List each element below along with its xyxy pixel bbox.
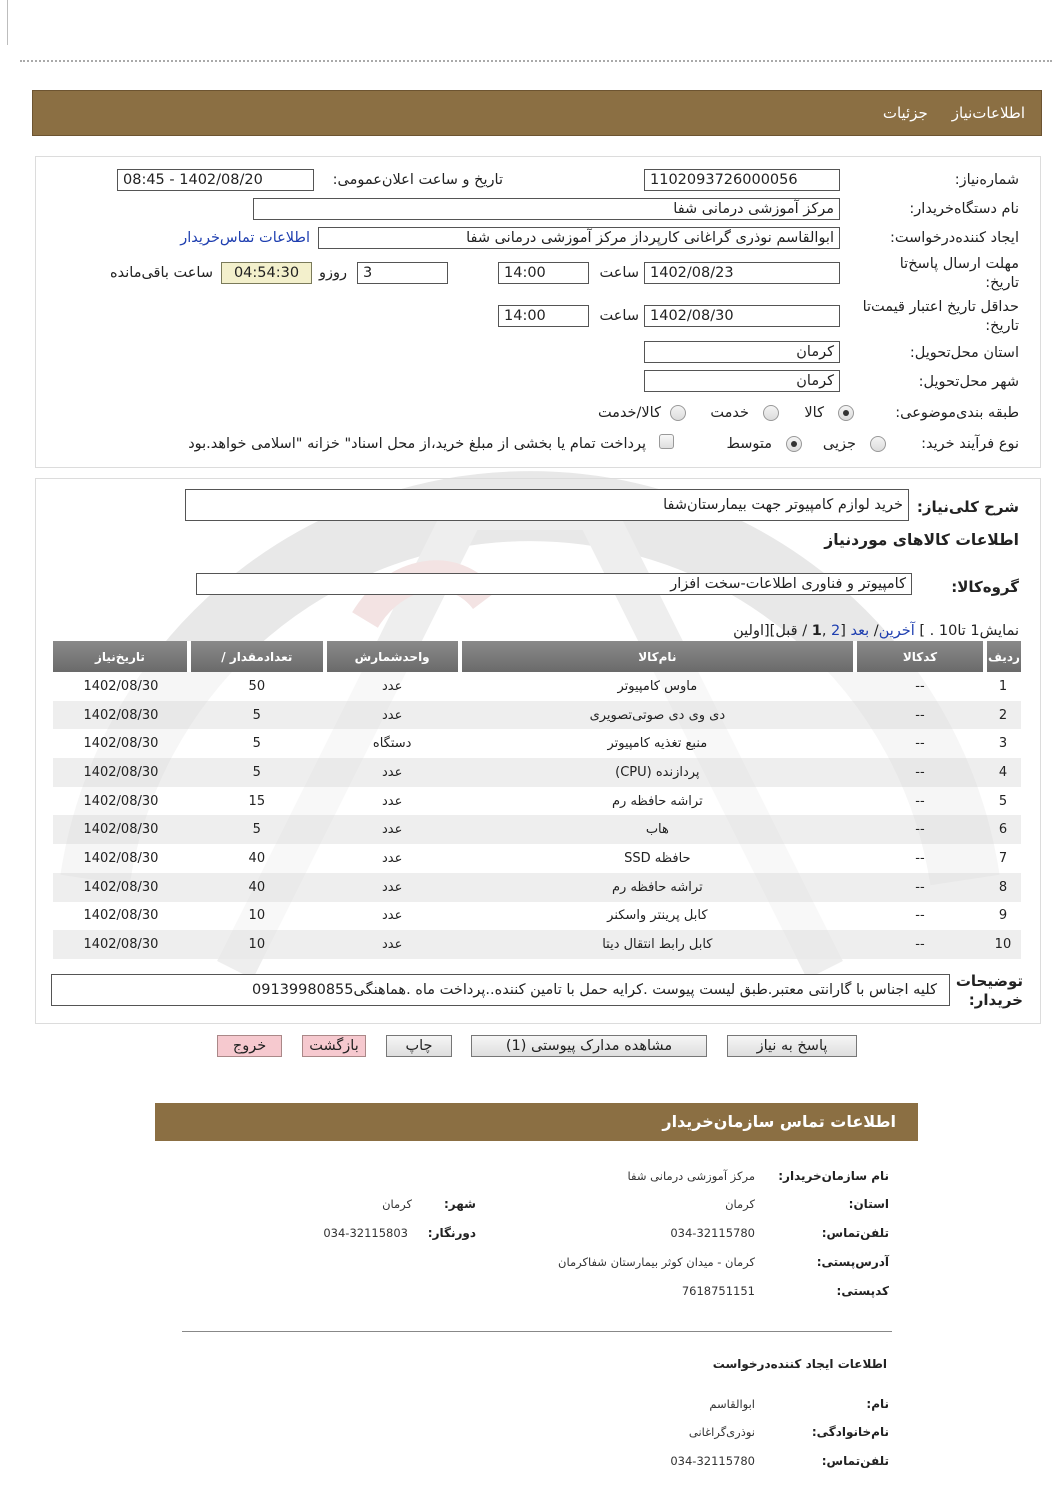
contact-city-value: کرمان xyxy=(382,1197,412,1211)
payment-text: پرداخت تمام یا بخشی از مبلغ خرید،از محل اسناد" خزانه "اسلامی خواهد.بود xyxy=(188,436,646,452)
buyer-org-label: نام دستگاه‌خریدار: xyxy=(909,201,1019,217)
back-button[interactable]: بازگشت xyxy=(302,1035,366,1057)
fax-value: 034-32115803 xyxy=(323,1226,408,1240)
cell-qty: 5 xyxy=(189,815,325,844)
cell-row: 8 xyxy=(985,873,1021,902)
col-unit: واحدشمارش xyxy=(325,641,460,672)
cell-row: 7 xyxy=(985,844,1021,873)
cell-name: حافظه SSD xyxy=(460,844,856,873)
creator-section-title: اطلاعات ایجاد کننده‌درخواست xyxy=(712,1357,887,1371)
cell-code: -- xyxy=(855,729,985,758)
cell-qty: 50 xyxy=(189,672,325,701)
contact-phone-value: 034-32115780 xyxy=(670,1226,755,1240)
days-label: روزو xyxy=(318,265,347,281)
pager-page-1: 1 xyxy=(811,623,822,639)
pager-page-2-link[interactable]: 2 xyxy=(831,623,841,639)
contact-divider xyxy=(182,1331,892,1332)
table-header-row xyxy=(53,641,1021,672)
cell-unit: دستگاه xyxy=(325,729,460,758)
table-row xyxy=(53,787,1021,816)
cell-date: 1402/08/30 xyxy=(53,844,189,873)
buyer-notes-label: توضیحات xyxy=(955,972,1023,990)
process-partial-label: جزیی xyxy=(822,436,856,452)
cell-date: 1402/08/30 xyxy=(53,873,189,902)
cell-qty: 5 xyxy=(189,729,325,758)
cell-row: 6 xyxy=(985,815,1021,844)
summary-field: خرید لوازم کامپیوتر جهت بیمارستان‌شفا xyxy=(185,489,909,521)
cell-unit: عدد xyxy=(325,758,460,787)
cell-name: پردازنده (CPU) xyxy=(460,758,856,787)
cell-qty: 10 xyxy=(189,902,325,931)
process-medium-label: متوسط xyxy=(726,436,772,452)
page-left-edge xyxy=(7,0,8,45)
print-button[interactable]: چاپ xyxy=(386,1035,452,1057)
cell-name: کابل پرینتر واسکنر xyxy=(460,902,856,931)
pager-last-link[interactable]: آخرین xyxy=(878,623,915,639)
cell-unit: عدد xyxy=(325,701,460,730)
cell-qty: 40 xyxy=(189,844,325,873)
cell-date: 1402/08/30 xyxy=(53,787,189,816)
exit-button[interactable]: خروج xyxy=(217,1035,282,1057)
deadline-time-label: ساعت xyxy=(599,265,639,281)
address-value: کرمان - میدان کوثر بیمارستان شفاکرمان xyxy=(558,1255,755,1269)
cell-unit: عدد xyxy=(325,902,460,931)
contact-province-label: استان: xyxy=(848,1197,889,1211)
validity-label-2: تاریخ: xyxy=(985,318,1019,334)
cell-row: 4 xyxy=(985,758,1021,787)
pager-next-link[interactable]: بعد xyxy=(850,623,870,639)
table-row xyxy=(53,758,1021,787)
cell-name: هاب xyxy=(460,815,856,844)
cell-unit: عدد xyxy=(325,930,460,959)
creator-phone-value: 034-32115780 xyxy=(670,1454,755,1468)
process-label: نوع فرآیند خرید: xyxy=(921,436,1019,452)
creator-label: ایجاد کننده‌درخواست: xyxy=(890,230,1019,246)
col-row: ردیف xyxy=(985,641,1021,672)
process-medium-radio[interactable] xyxy=(786,436,802,452)
process-partial-radio[interactable] xyxy=(870,436,886,452)
deadline-time-field: 14:00 xyxy=(498,262,589,284)
need-number-field: 1102093726000056 xyxy=(644,169,840,191)
validity-time-label: ساعت xyxy=(599,308,639,324)
cell-date: 1402/08/30 xyxy=(53,672,189,701)
cell-code: -- xyxy=(855,672,985,701)
table-row xyxy=(53,672,1021,701)
group-field: کامپیوتر و فناوری اطلاعات-سخت افزار xyxy=(196,573,912,595)
validity-date-field: 1402/08/30 xyxy=(644,305,840,327)
reply-button[interactable]: پاسخ به نیاز xyxy=(727,1035,857,1057)
cell-name: تراشه حافظه رم xyxy=(460,873,856,902)
cell-qty: 10 xyxy=(189,930,325,959)
cell-row: 9 xyxy=(985,902,1021,931)
address-label: آدرس‌پستی: xyxy=(816,1255,889,1269)
cell-row: 1 xyxy=(985,672,1021,701)
creator-family-value: نوذری‌گراغانی xyxy=(688,1425,755,1439)
creator-phone-label: تلفن‌تماس: xyxy=(821,1454,889,1468)
fax-label: دورنگار: xyxy=(427,1226,476,1240)
table-row xyxy=(53,844,1021,873)
pager: نمایش1 تا10 . ] آخرین/ بعد [2 ,1 / قبل][اولین xyxy=(733,623,1019,639)
cell-code: -- xyxy=(855,930,985,959)
goods-table xyxy=(53,641,1021,959)
deadline-label: مهلت ارسال پاسخ‌تا xyxy=(899,256,1019,272)
buyer-notes-field: کلیه اجناس با گارانتی معتبر.طبق لیست پیوست .کرایه حمل با تامین کننده..پرداخت ماه .هماهنگی09139980855 xyxy=(51,974,950,1006)
category-service-label: خدمت xyxy=(710,405,749,421)
cell-name: دی وی دی صوتی‌تصویری xyxy=(460,701,856,730)
col-name: نام‌کالا xyxy=(460,641,856,672)
remaining-label: ساعت باقی‌مانده xyxy=(110,265,213,281)
cell-code: -- xyxy=(855,815,985,844)
cell-qty: 40 xyxy=(189,873,325,902)
cell-code: -- xyxy=(855,787,985,816)
category-both-label: کالا/خدمت xyxy=(597,405,661,421)
city-label: شهر محل‌تحویل: xyxy=(918,374,1019,390)
cell-unit: عدد xyxy=(325,844,460,873)
announce-field: 1402/08/20 - 08:45 xyxy=(117,169,314,191)
cell-unit: عدد xyxy=(325,815,460,844)
cell-code: -- xyxy=(855,873,985,902)
cell-qty: 5 xyxy=(189,758,325,787)
cell-name: ماوس کامپیوتر xyxy=(460,672,856,701)
announce-label: تاریخ و ساعت اعلان‌عمومی: xyxy=(332,172,503,188)
cell-name: کابل رابط انتقال دیتا xyxy=(460,930,856,959)
category-both-radio[interactable] xyxy=(670,405,686,421)
dotted-divider xyxy=(20,60,1052,62)
creator-name-value: ابوالقاسم xyxy=(709,1397,755,1411)
creator-family-label: نام‌خانوادگی: xyxy=(811,1425,889,1439)
cell-code: -- xyxy=(855,902,985,931)
cell-unit: عدد xyxy=(325,873,460,902)
pager-show: نمایش1 تا10 . ] xyxy=(919,623,1019,639)
table-row xyxy=(53,873,1021,902)
validity-label: حداقل تاریخ اعتبار قیمت‌تا xyxy=(862,299,1019,315)
province-field: کرمان xyxy=(644,341,840,363)
cell-row: 3 xyxy=(985,729,1021,758)
pager-rest: / قبل][اولین xyxy=(733,623,808,639)
city-field: کرمان xyxy=(644,370,840,392)
cell-qty: 15 xyxy=(189,787,325,816)
cell-code: -- xyxy=(855,844,985,873)
table-row xyxy=(53,902,1021,931)
remaining-time-field: 04:54:30 xyxy=(221,262,312,284)
validity-time-field: 14:00 xyxy=(498,305,589,327)
postal-label: کد‌پستی: xyxy=(836,1284,889,1298)
cell-unit: عدد xyxy=(325,672,460,701)
buyer-notes-label-2: خریدار: xyxy=(968,991,1023,1009)
category-service-radio[interactable] xyxy=(763,405,779,421)
cell-row: 5 xyxy=(985,787,1021,816)
col-code: کدکالا xyxy=(855,641,985,672)
org-value: مرکز آموزشی درمانی شفا xyxy=(627,1169,755,1183)
deadline-label-2: تاریخ: xyxy=(985,275,1019,291)
creator-name-label: نام: xyxy=(866,1397,889,1411)
buyer-org-field: مرکز آموزشی درمانی شفا xyxy=(253,198,840,220)
creator-field: ابوالقاسم نوذری گراغانی کارپرداز مرکز آموزشی درمانی شفا xyxy=(318,227,840,249)
table-row xyxy=(53,729,1021,758)
goods-info-title: اطلاعات کالاهای موردنیاز xyxy=(824,531,1019,549)
col-qty: تعدادمقدار / xyxy=(189,641,325,672)
contact-city-label: شهر: xyxy=(444,1197,476,1211)
category-goods-label: کالا xyxy=(804,405,824,421)
tab-details[interactable]: جزئیات xyxy=(882,104,928,122)
cell-name: تراشه حافظه رم xyxy=(460,787,856,816)
table-row xyxy=(53,815,1021,844)
group-label: گروه‌کالا: xyxy=(951,578,1019,596)
cell-date: 1402/08/30 xyxy=(53,902,189,931)
cell-unit: عدد xyxy=(325,787,460,816)
cell-code: -- xyxy=(855,758,985,787)
category-label: طبقه بندی‌موضوعی: xyxy=(895,405,1019,421)
org-label: نام سازمان‌خریدار: xyxy=(778,1169,889,1183)
cell-date: 1402/08/30 xyxy=(53,758,189,787)
cell-date: 1402/08/30 xyxy=(53,701,189,730)
table-row xyxy=(53,930,1021,959)
cell-date: 1402/08/30 xyxy=(53,815,189,844)
table-row xyxy=(53,701,1021,730)
cell-code: -- xyxy=(855,701,985,730)
tab-need-info[interactable]: اطلاعات‌نیاز xyxy=(951,104,1025,122)
days-field: 3 xyxy=(357,262,448,284)
cell-row: 2 xyxy=(985,701,1021,730)
payment-checkbox[interactable] xyxy=(659,434,674,449)
cell-name: منبع تغذیه کامپیوتر xyxy=(460,729,856,758)
contact-phone-label: تلفن‌تماس: xyxy=(821,1226,889,1240)
attachments-button[interactable]: مشاهده مدارک پیوستی (1) xyxy=(471,1035,707,1057)
cell-row: 10 xyxy=(985,930,1021,959)
cell-qty: 5 xyxy=(189,701,325,730)
cell-date: 1402/08/30 xyxy=(53,729,189,758)
contact-section-title: اطلاعات تماس سازمان‌خریدار xyxy=(155,1103,918,1141)
summary-label: شرح کلی‌نیاز: xyxy=(916,498,1019,516)
category-goods-radio[interactable] xyxy=(838,405,854,421)
contact-province-value: کرمان xyxy=(725,1197,755,1211)
province-label: استان محل‌تحویل: xyxy=(909,345,1019,361)
deadline-date-field: 1402/08/23 xyxy=(644,262,840,284)
postal-value: 7618751151 xyxy=(681,1284,755,1298)
col-date: تاریخ‌نیاز xyxy=(53,641,189,672)
top-nav-bar xyxy=(32,90,1042,136)
need-number-label: شماره‌نیاز: xyxy=(954,172,1019,188)
cell-date: 1402/08/30 xyxy=(53,930,189,959)
buyer-contact-link[interactable]: اطلاعات تماس‌خریدار xyxy=(180,230,310,246)
